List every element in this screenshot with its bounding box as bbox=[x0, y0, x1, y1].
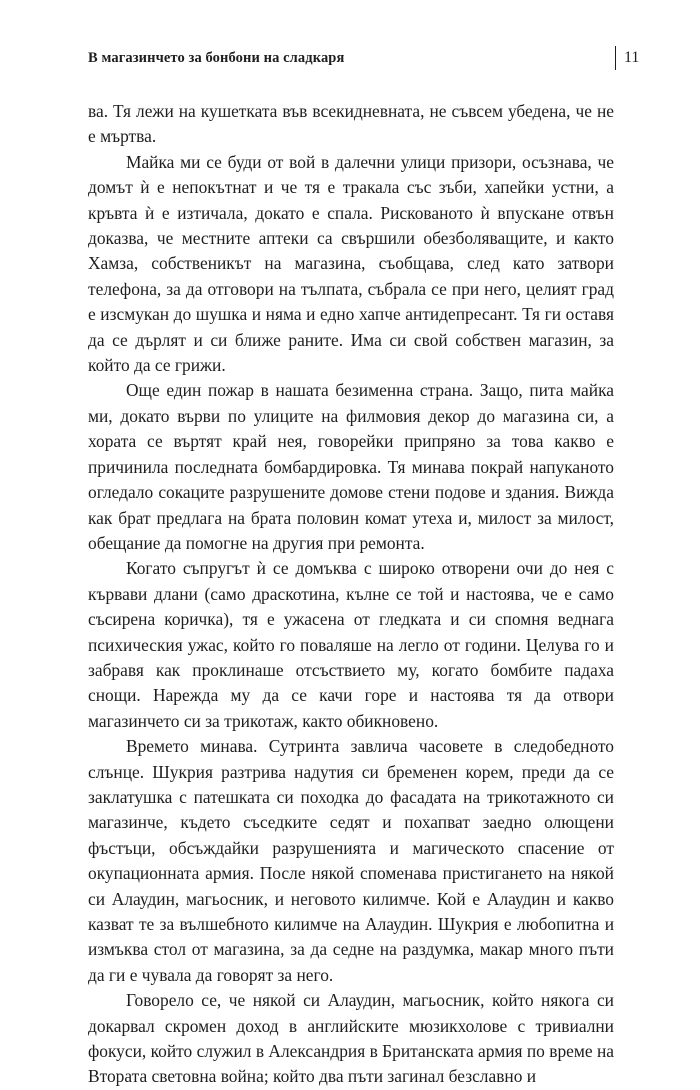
running-header bbox=[88, 46, 658, 70]
body-text bbox=[88, 99, 614, 1090]
paragraph: Майка ми се буди от вой в далечни улици призори, осъзнава, че домът ѝ е непокътнат и че тя е тракала със зъби, хапейки устни, а кръвта ѝ е изтичала, докато е спала. Рискованото ѝ впускане отвън доказва, че местните аптеки са свършили обезболяващите, и както Хамза, собственикът на магазина, съобщава, след като затвори телефона, за да отговори на тълпата, събрала се при него, целият град е изсмукан до шушка и няма и едно хапче антидепресант. Тя ги оставя да се дърлят и си ближе раните. Има си свой собствен магазин, за който да се грижи. bbox=[88, 151, 614, 376]
paragraph: Времето минава. Сутринта завлича часовете в следобедното слънце. Шукрия разтрива надутия си бременен корем, преди да се заклатушка с патешката си походка до фасадата на трикотажното си магазинче, където съседките седят и похапват заедно олющени фъстъци, обсъждайки разрушенията и магическото спасение от окупационната армия. После някой споменава пристигането на някой си Алаудин, магьосник, и неговото килимче. Кой е Алаудин и какво казват те за вълшебното килимче на Алаудин. Шукрия е любопитна и измъква стол от магазина, за да седне на раздумка, макар много пъти да ги е чувала да говорят за него. bbox=[88, 736, 614, 985]
paragraph: Говорело се, че някой си Алаудин, магьосник, който някога си докарвал скромен доход в английските мюзикхолове с тривиални фокуси, който служил в Александрия в Британската армия по време на Втората световна война; който два пъти загинал безславно и bbox=[88, 990, 614, 1087]
paragraph: Още един пожар в нашата безименна страна. Защо, пита майка ми, докато върви по улиците на филмовия декор до магазина си, а хората се въртят край нея, говорейки припряно за това какво е причинила последната бомбардировка. Тя минава покрай напуканото огледало сокаците разрушените домове стени подове и здания. Вижда как брат предлага на брата половин комат утеха и, милост за милост, обещание да помогне на другия при ремонта. bbox=[88, 380, 614, 553]
header-divider bbox=[615, 46, 616, 70]
page-number: 11 bbox=[624, 49, 640, 66]
paragraph: ва. Тя лежи на кушетката във всекидневната, не съвсем убедена, че не е мъртва. bbox=[88, 101, 614, 147]
paragraph: Когато съпругът ѝ се домъква с широко отворени очи до нея с кървави длани (само драскотина, кълне се той и настоява, че е само съсирена коричка), тя е ужасена от гледката и си спомня веднага психическия ужас, който го поваляше на легло от години. Целува го и забравя как проклинаше отсъствието му, когато бомбите падаха снощи. Нарежда му да се качи горе и настоява тя да отвори магазинчето си за трикотаж, както обикновено. bbox=[88, 558, 614, 731]
running-title: В магазинчето за бонбони на сладкаря bbox=[88, 50, 345, 66]
